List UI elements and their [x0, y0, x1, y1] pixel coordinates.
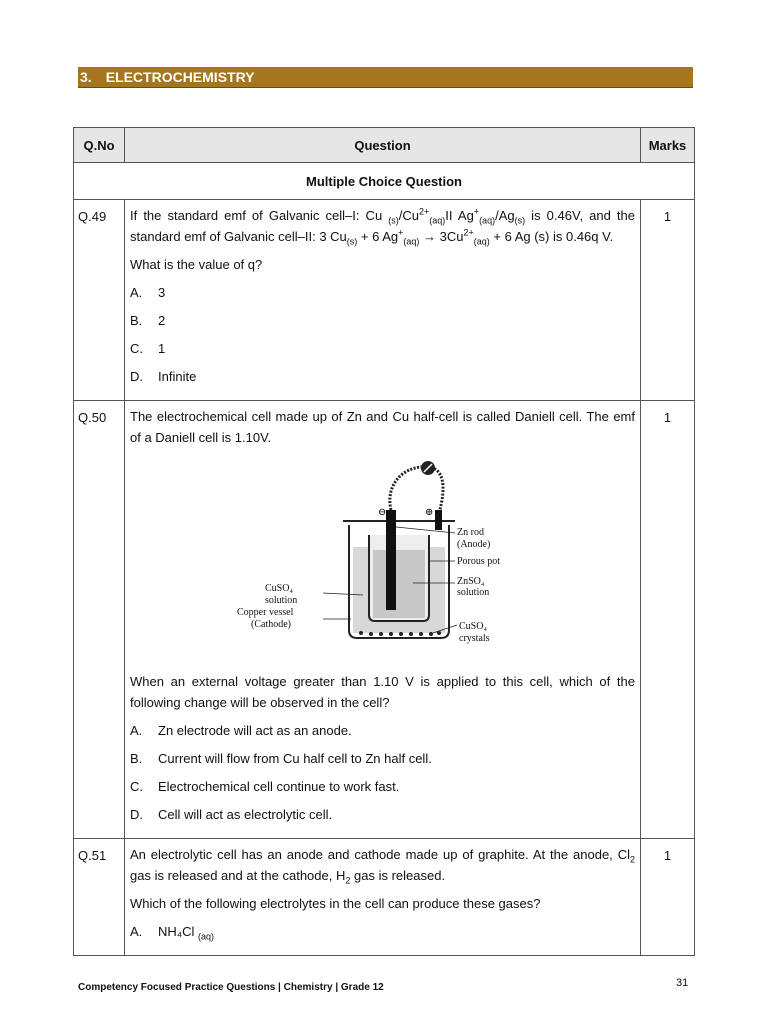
option-a: A. NH₄Cl $_{(aq)}$	[130, 924, 214, 942]
question-text	[125, 401, 641, 839]
option-c: C. Electrochemical cell continue to work fast.	[130, 779, 400, 794]
subheading: Multiple Choice Question	[74, 163, 695, 200]
wire	[389, 467, 442, 513]
marks: 1	[641, 401, 695, 839]
label-copper-vessel: Copper vessel	[236, 607, 293, 618]
question-stem: The electrochemical cell made up of Zn and Cu half-cell is called Daniell cell. The emf of a Daniell cell is 1.10V.	[130, 409, 635, 445]
question-text	[125, 200, 641, 401]
label-cuso4-right: CuSO₄	[458, 621, 487, 632]
option-d: D. Cell will act as electrolytic cell.	[130, 807, 333, 822]
option-b: B. 2	[130, 313, 166, 328]
question-stem: If the standard emf of Galvanic cell–I: Cu $_{(s)}/Cu^{2+}_{(aq)}II$ $Ag^+_{(aq)}/Ag_{(s)}$ is 0.46V, and the standard emf of Galvanic cell–II: 3 $Cu_{(s)} + 6$ $Ag^+_{(aq)} \to 3Cu^{2+}_{(aq)} + 6$ Ag (s) is 0.46q V.	[130, 206, 635, 247]
option-a: A. Zn electrode will act as an anode.	[130, 723, 352, 738]
table-header-row	[74, 128, 695, 163]
question-prompt: What is the value of q?	[130, 257, 263, 272]
question-row-49	[74, 200, 695, 401]
question-text	[125, 839, 641, 956]
label-cuso4-left: CuSO₄	[264, 583, 293, 594]
option-c: C. 1	[130, 341, 166, 356]
marks: 1	[641, 200, 695, 401]
label-anode: (Anode)	[456, 539, 490, 550]
label-znso4-solution: solution	[456, 587, 489, 598]
marks: 1	[641, 839, 695, 956]
question-row-51	[74, 839, 695, 956]
section-number: 3.	[80, 69, 92, 85]
footer-title: Competency Focused Practice Questions | Chemistry | Grade 12	[78, 982, 384, 993]
question-prompt: Which of the following electrolytes in the cell can produce these gases?	[130, 896, 541, 911]
zn-rod	[386, 510, 396, 610]
question-row-50	[74, 401, 695, 839]
question-table	[73, 127, 695, 956]
label-znso4: ZnSO₄	[456, 576, 484, 587]
label-cuso4-solution: solution	[264, 595, 297, 606]
label-crystals: crystals	[458, 633, 490, 644]
option-d: D. Infinite	[130, 369, 197, 384]
option-a: A. 3	[130, 285, 166, 300]
header-marks: Marks	[641, 128, 695, 163]
section-title: ELECTROCHEMISTRY	[105, 69, 255, 85]
header-qno: Q.No	[74, 128, 125, 163]
question-prompt: When an external voltage greater than 1.10 V is applied to this cell, which of the following change will be observed in the cell?	[130, 674, 635, 710]
label-cathode: (Cathode)	[250, 619, 291, 630]
daniell-cell-figure	[130, 455, 635, 665]
daniell-cell-diagram	[236, 455, 503, 665]
plus-terminal: ⊕	[424, 507, 433, 518]
minus-terminal: ⊖	[377, 507, 386, 518]
question-number: Q.50	[74, 401, 125, 839]
option-b: B. Current will flow from Cu half cell to Zn half cell.	[130, 751, 432, 766]
question-number: Q.51	[74, 839, 125, 956]
question-number: Q.49	[74, 200, 125, 401]
subheading-row	[74, 163, 695, 200]
label-zn-rod: Zn rod	[456, 527, 484, 538]
label-porous-pot: Porous pot	[456, 556, 500, 567]
section-header	[78, 67, 693, 88]
question-stem: An electrolytic cell has an anode and cathode made up of graphite. At the anode, $Cl_2$ gas is released and at the cathode, $H_2$ gas is released.	[130, 847, 635, 886]
page-number: 31	[676, 977, 689, 989]
header-question: Question	[125, 128, 641, 163]
